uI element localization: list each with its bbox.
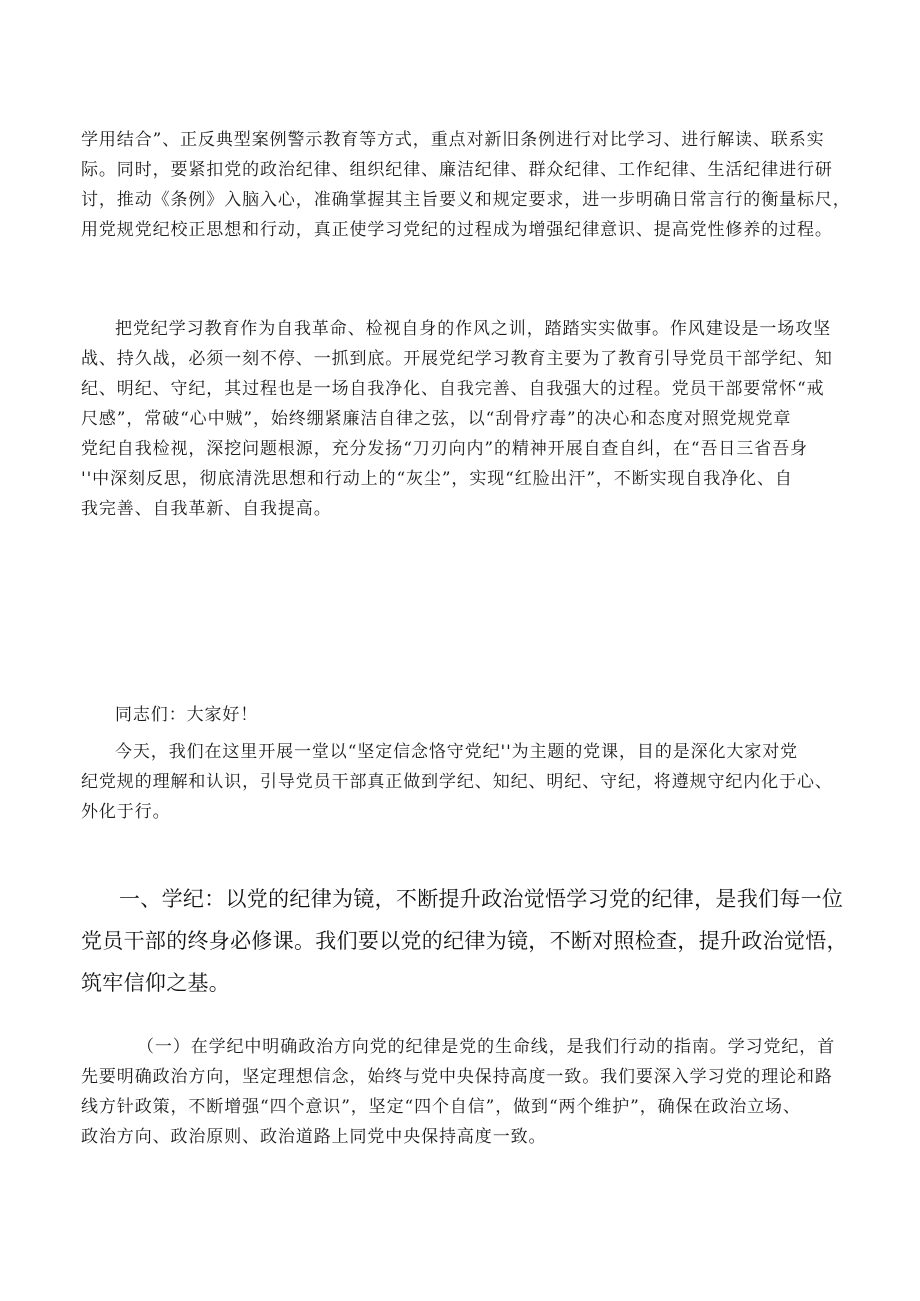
section-heading	[81, 878, 851, 1004]
paragraph-introduction	[81, 737, 851, 827]
text-line: 党纪自我检视，深挖问题根源，充分发扬“刀刃向内”的精神开展自查自纠，在“吾日三省吾身	[81, 439, 808, 459]
greeting	[81, 700, 851, 730]
text-line: （一）在学纪中明确政治方向党的纪律是党的生命线，是我们行动的指南。学习党纪，首	[137, 1037, 836, 1057]
text-line: 纪、明纪、守纪，其过程也是一场自我净化、自我完善、自我强大的过程。党员干部要常怀“戒	[81, 379, 825, 399]
heading-line: 筑牢信仰之基。	[81, 971, 231, 995]
text-line: ''中深刻反思，彻底清洗思想和行动上的“灰尘”，实现“红脸出汗”，不断实现自我净化、自	[81, 469, 793, 489]
text-line: 线方针政策，不断增强“四个意识”，坚定“四个自信”，做到“两个维护”，确保在政治立场、	[81, 1097, 801, 1117]
text-line: 学用结合”、正反典型案例警示教育等方式，重点对新旧条例进行对比学习、进行解读、联系实	[81, 130, 825, 150]
text-line: 先要明确政治方向，坚定理想信念，始终与党中央保持高度一致。我们要深入学习党的理论和路	[81, 1067, 833, 1087]
heading-line: 党员干部的终身必修课。我们要以党的纪律为镜，不断对照检查，提升政治觉悟，	[81, 929, 848, 953]
greeting-text: 同志们：大家好！	[115, 705, 259, 725]
text-line: 纪党规的理解和认识，引导党员干部真正做到学纪、知纪、明纪、守纪，将遵规守纪内化于心、	[81, 772, 833, 792]
text-line: 今天，我们在这里开展一堂以“坚定信念恪守党纪''为主题的党课，目的是深化大家对党	[115, 742, 799, 762]
text-line: 我完善、自我革新、自我提高。	[81, 499, 332, 519]
text-line: 际。同时，要紧扣党的政治纪律、组织纪律、廉洁纪律、群众纪律、工作纪律、生活纪律进行研	[81, 160, 833, 180]
paragraph-self-revolution	[81, 314, 851, 524]
text-line: 讨，推动《条例》入脑入心，准确掌握其主旨要义和规定要求，进一步明确日常言行的衡量标尺，	[81, 190, 851, 210]
paragraph-political-direction	[81, 1032, 851, 1152]
text-line: 政治方向、政治原则、政治道路上同党中央保持高度一致。	[81, 1127, 547, 1147]
text-line: 把党纪学习教育作为自我革命、检视自身的作风之训，踏踏实实做事。作风建设是一场攻坚	[115, 319, 831, 339]
text-line: 外化于行。	[81, 802, 171, 822]
text-line: 用党规党纪校正思想和行动，真正使学习党纪的过程成为增强纪律意识、提高党性修养的过程。	[81, 220, 833, 240]
text-line: 战、持久战，必须一刻不停、一抓到底。开展党纪学习教育主要为了教育引导党员干部学纪、知	[81, 349, 833, 369]
paragraph-study-regulations	[81, 125, 851, 245]
heading-line: 一、学纪：以党的纪律为镜，不断提升政治觉悟学习党的纪律，是我们每一位	[119, 887, 844, 911]
text-line: 尺感”，常破“心中贼”，始终绷紧廉洁自律之弦，以“刮骨疗毒”的决心和态度对照党规党章	[81, 409, 792, 429]
